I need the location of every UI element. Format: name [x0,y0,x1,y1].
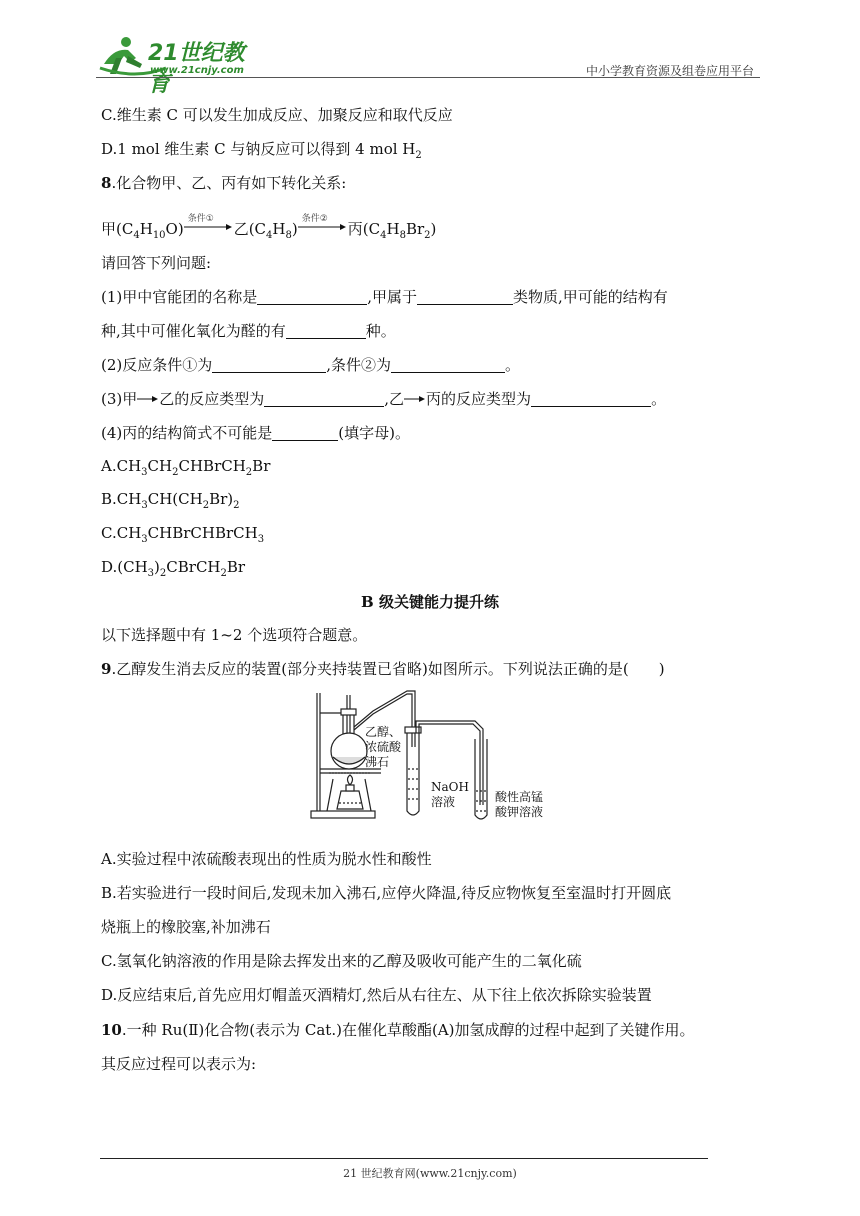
condition-1-label: 条件① [187,214,214,224]
q8-part-1-line1: (1)甲中官能团的名称是 ,甲属于 类物质,甲可能的结构有 [101,288,668,306]
q7-option-d [101,139,422,166]
q9-option-b-line1: B.若实验进行一段时间后,发现未加入沸石,应停火降温,待反应物恢复至室温时打开圆底 [101,884,672,902]
flask-label-1: 乙醇、 [365,725,402,739]
kmno4-label-1: 酸性高锰 [495,790,544,804]
condition-1-arrow [184,216,234,236]
q8-prompt: 请回答下列问题: [101,254,212,272]
q9-option-c: C.氢氧化钠溶液的作用是除去挥发出来的乙醇及吸收可能产生的二氧化硫 [101,952,582,970]
apparatus-figure [303,687,563,827]
answer-blank[interactable] [264,391,384,407]
q10-stem-line2: 其反应过程可以表示为: [101,1055,257,1073]
logo-url: www.21cnjy.com [150,65,244,76]
answer-blank[interactable] [391,357,505,373]
answer-blank[interactable] [286,323,366,339]
q7-option-c: C.维生素 C 可以发生加成反应、加聚反应和取代反应 [101,106,453,124]
flask-label-3: 沸石 [365,755,390,769]
q7-option-d-text: D.1 mol 维生素 C 与钠反应可以得到 4 mol H [101,140,416,158]
q8-stem [101,173,346,193]
footer-text: 21 世纪教育网(www.21cnjy.com) [343,1167,517,1180]
page-header [96,30,760,97]
q8-number: 8 [101,174,112,192]
q10-number: 10 [101,1021,122,1039]
answer-blank[interactable] [272,425,338,441]
section-title: B 级关键能力提升练 [361,593,499,611]
q9-stem [101,659,665,679]
answer-blank[interactable] [212,357,326,373]
platform-name: 中小学教育资源及组卷应用平台 [585,64,754,78]
answer-blank[interactable] [531,391,651,407]
answer-blank[interactable] [257,289,367,305]
logo-text: 21世纪教育 [148,41,245,97]
q10-stem-text: .一种 Ru(Ⅱ)化合物(表示为 Cat.)在催化草酸酯(A)加氢成醇的过程中起到了关键作用。 [121,1021,695,1039]
q8-part-3: (3)甲 乙的反应类型为 ,乙 丙的反应类型为 。 [101,390,667,408]
compound-jia: 甲$(C_4H_{10}O)$ [101,220,184,241]
q9-number: 9 [101,660,112,678]
naoh-label-2: 溶液 [431,795,456,809]
q8-reaction-scheme [101,216,436,246]
q7-option-d-sub: 2 [415,150,422,161]
q8-part-4: (4)丙的结构简式不可能是 (填字母)。 [101,424,410,442]
right-arrow-icon [404,395,426,403]
q8-stem-text: .化合物甲、乙、丙有如下转化关系: [111,174,347,192]
naoh-label-1: NaOH [431,780,469,794]
q8-option-d: $D.(CH_3)_2CBrCH_2Br$ [101,558,246,579]
footer-divider [100,1158,708,1159]
compound-bing: 丙$(C_4H_8Br_2)$ [347,220,437,241]
q9-option-d: D.反应结束后,首先应用灯帽盖灭酒精灯,然后从右往左、从下往上依次拆除实验装置 [101,986,652,1004]
header-divider [96,77,760,78]
q10-stem-line1 [101,1020,695,1040]
right-arrow-icon [298,224,348,230]
compound-yi: 乙$(C_4H_8)$ [233,220,298,241]
right-arrow-icon [184,224,234,230]
q9-option-a: A.实验过程中浓硫酸表现出的性质为脱水性和酸性 [101,850,432,868]
q8-option-c: $C.CH_3CHBrCHBrCH_3$ [101,524,265,545]
q8-part-1-line2: 种,其中可催化氧化为醛的有 种。 [101,322,396,340]
right-arrow-icon [137,395,159,403]
section-note: 以下选择题中有 1~2 个选项符合题意。 [101,626,368,644]
q9-option-b-line2: 烧瓶上的橡胶塞,补加沸石 [101,918,271,936]
answer-blank[interactable] [417,289,513,305]
q9-stem-text: .乙醇发生消去反应的装置(部分夹持装置已省略)如图所示。下列说法正确的是( ) [111,660,665,678]
kmno4-label-2: 酸钾溶液 [495,805,544,819]
condition-2-label: 条件② [301,214,328,224]
q8-option-a: $A.CH_3CH_2CHBrCH_2Br$ [101,457,271,478]
q8-part-2: (2)反应条件①为 ,条件②为 。 [101,356,521,374]
site-logo [96,34,266,97]
flask-label-2: 浓硫酸 [365,740,402,754]
condition-2-arrow [298,216,348,236]
q8-option-b: $B.CH_3CH(CH_2Br)_2$ [101,490,240,511]
